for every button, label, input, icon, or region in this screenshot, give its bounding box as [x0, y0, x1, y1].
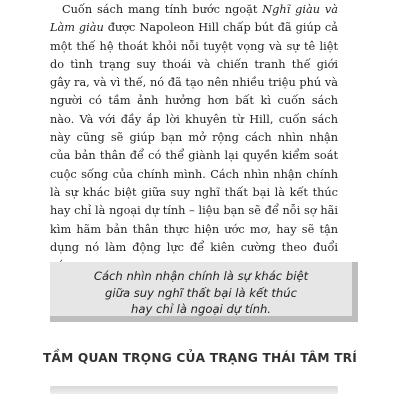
- cut-off-text-line: [50, 386, 338, 394]
- paragraph-text: [50, 1, 338, 275]
- body-paragraph: [50, 1, 338, 275]
- pull-quote: [50, 268, 352, 318]
- paragraph-segment-2: được Napoleon Hill chấp bút đã giúp cả một thế hệ thoát khỏi nỗi tuyệt vọng và sự tê liệt do tình trạng suy thoái và chiến tranh thế giới gây ra, và vì thế, nó đã tạo nên nhiều triệu phú và người có tầm ảnh hưởng hơn bất kì cuốn sách nào. Và với đầy ắp lời khuyên từ Hill, cuốn sách này cũng sẽ giúp bạn mở rộng cách nhìn nhận của bản thân để có thể giành lại quyền kiểm soát cuộc sống của chính mình. Cách nhìn nhận chính là sự khác biệt giữa suy nghĩ thất bại là kết thúc hay chỉ là ngoại dự tính – liệu bạn sẽ để nỗi sợ hãi kìm hãm bản thân thực hiện ước mơ, hay sẽ tận dụng nó làm động lực để kiên cường theo đuổi: [50, 21, 338, 254]
- pull-quote-line-2: giữa suy nghĩ thất bại là kết thúc: [105, 285, 297, 300]
- section-heading: TẦM QUAN TRỌNG CỦA TRẠNG THÁI TÂM TRÍ: [43, 351, 357, 365]
- pull-quote-box: [50, 262, 358, 322]
- book-title: Nghĩ giàu và Làm giàu: [50, 3, 338, 35]
- pull-quote-line-1: Cách nhìn nhận chính là sự khác biệt: [93, 269, 309, 283]
- paragraph-segment-1: Cuốn sách mang tính bước ngoặt: [62, 3, 263, 16]
- pull-quote-line-3: hay chỉ là ngoại dự tính.: [131, 302, 271, 316]
